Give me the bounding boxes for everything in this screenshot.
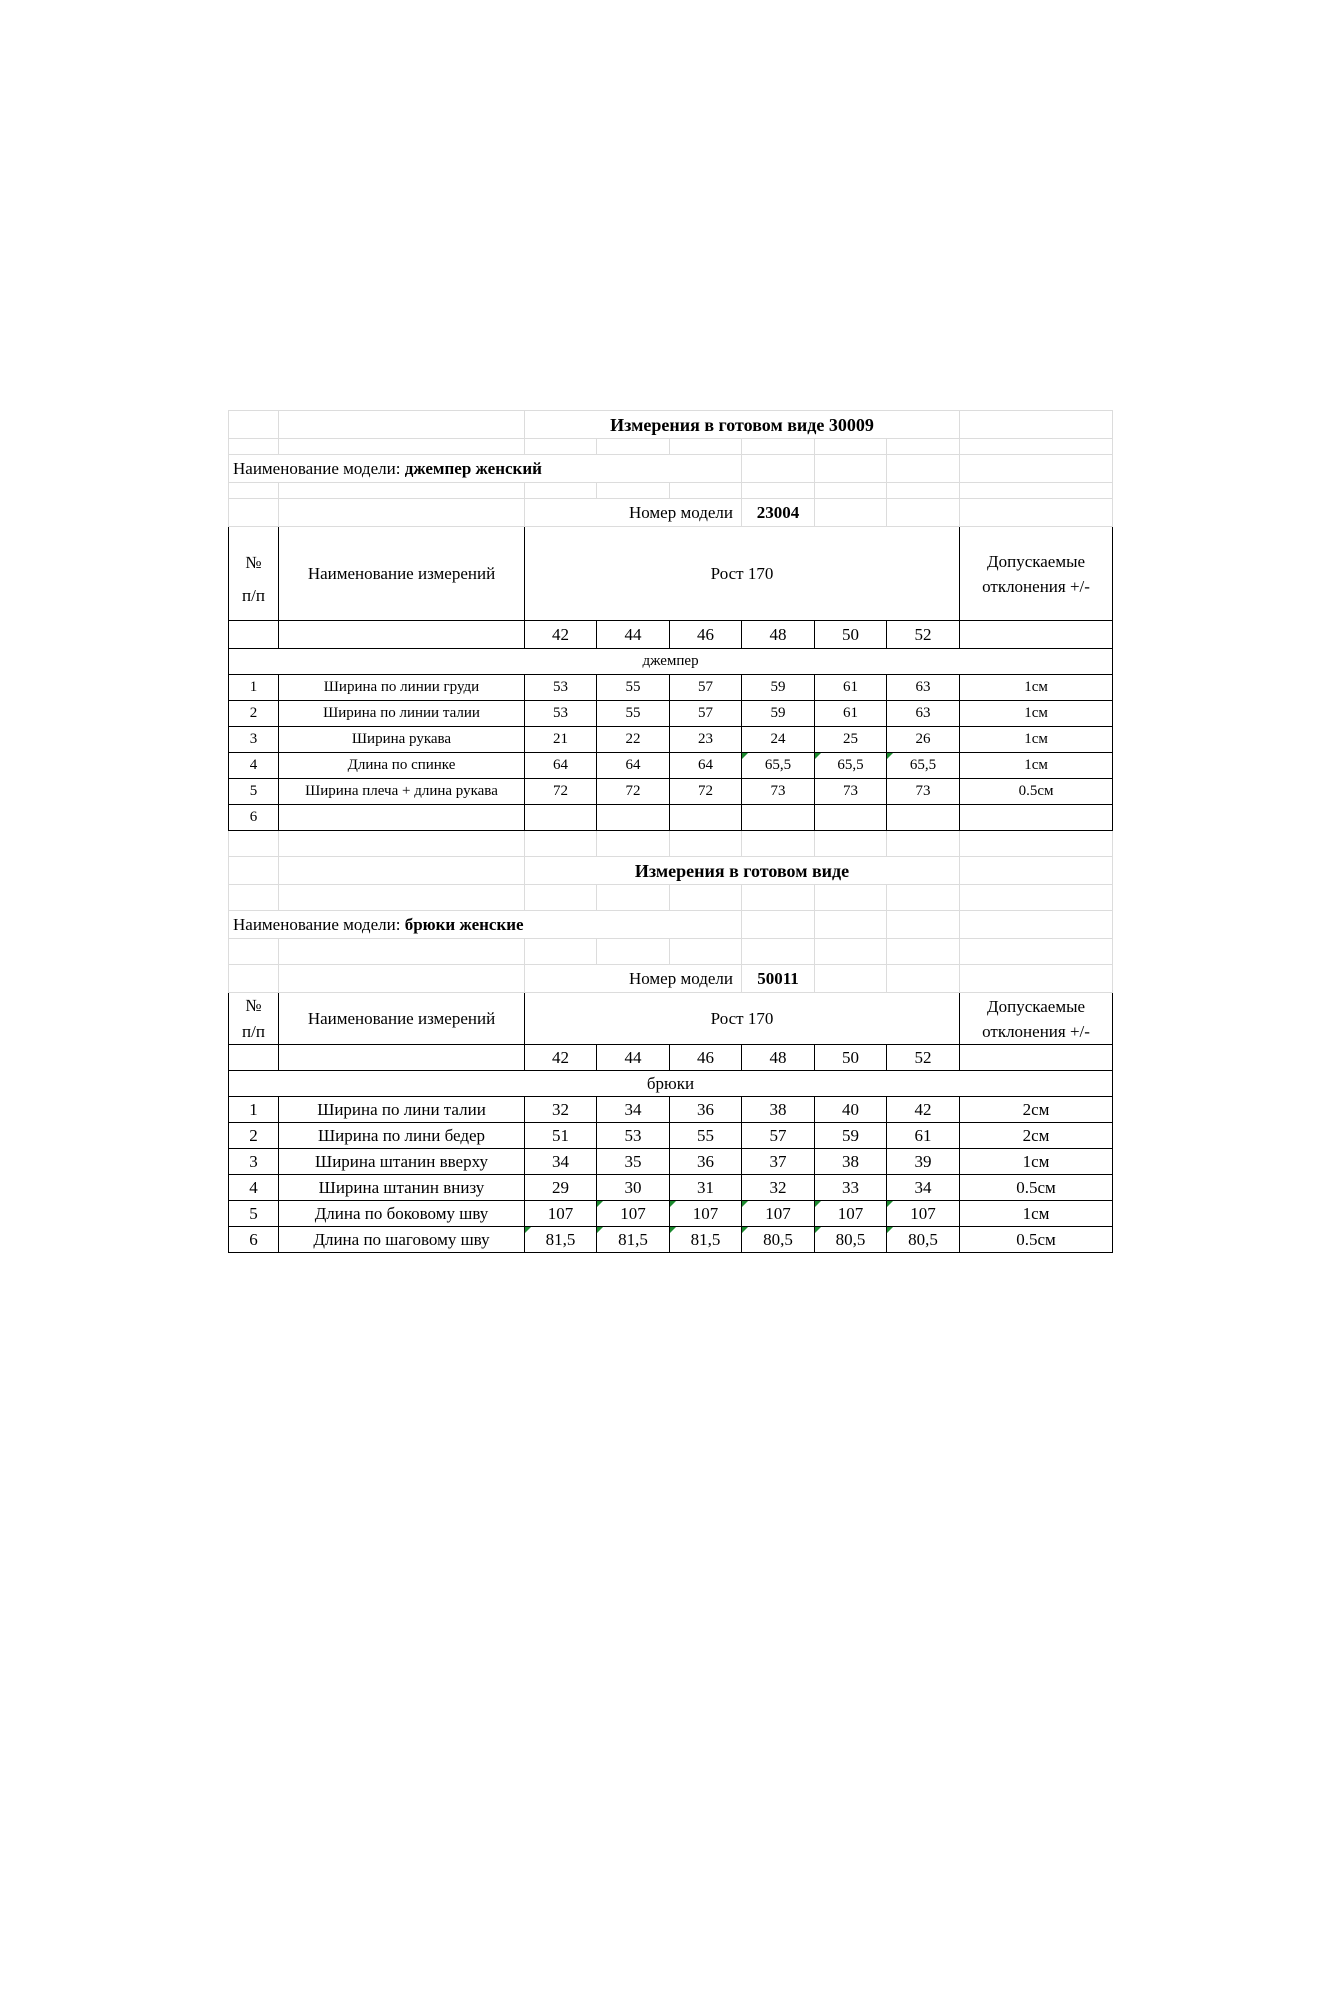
sheet2-size: 42	[525, 1045, 597, 1071]
table-row: 4 Ширина штанин внизу 29 30 31 32 33 34 0.5см	[229, 1175, 1113, 1201]
sheet2-size: 46	[670, 1045, 742, 1071]
sheet1-title: Измерения в готовом виде 30009	[525, 411, 960, 439]
sheet2-model-number-label: Номер модели	[525, 965, 742, 993]
sheet2-name-header: Наименование измерений	[279, 993, 525, 1045]
table-row: 3 Ширина штанин вверху 34 35 36 37 38 39 1см	[229, 1149, 1113, 1175]
sheet2-size: 52	[887, 1045, 960, 1071]
sheet1-section: джемпер	[229, 649, 1113, 675]
sheet2-tolerance-header: Допускаемые отклонения +/-	[960, 993, 1113, 1045]
sheet2-size: 44	[597, 1045, 670, 1071]
sheet2-model-number: 50011	[742, 965, 815, 993]
sheet1-size: 42	[525, 621, 597, 649]
sheet2-section: брюки	[229, 1071, 1113, 1097]
table-row: 1 Ширина по лини талии 32 34 36 38 40 42 2см	[229, 1097, 1113, 1123]
measurements-table	[228, 410, 1113, 1253]
sheet1-size: 52	[887, 621, 960, 649]
sheet1-height-header: Рост 170	[525, 527, 960, 621]
table-row: 5 Длина по боковому шву 107 107 107 107 107 107 1см	[229, 1201, 1113, 1227]
table-row: 2 Ширина по линии талии 53 55 57 59 61 63 1см	[229, 701, 1113, 727]
sheet1-size: 48	[742, 621, 815, 649]
sheet1-tolerance-header: Допускаемые отклонения +/-	[960, 527, 1113, 621]
sheet2-title: Измерения в готовом виде	[525, 857, 960, 885]
sheet2-height-header: Рост 170	[525, 993, 960, 1045]
sheet1-num-header-sub: п/п	[229, 571, 279, 621]
sheet2-num-header: №	[229, 993, 279, 1019]
sheet1-model-number: 23004	[742, 499, 815, 527]
sheet1-name-header: Наименование измерений	[279, 527, 525, 621]
sheet2-size: 48	[742, 1045, 815, 1071]
sheet1-num-header: №	[229, 527, 279, 571]
sheet1-size: 46	[670, 621, 742, 649]
sheet2-num-header-sub: п/п	[229, 1019, 279, 1045]
table-row: 3 Ширина рукава 21 22 23 24 25 26 1см	[229, 727, 1113, 753]
table-row: 1 Ширина по линии груди 53 55 57 59 61 63 1см	[229, 675, 1113, 701]
table-row: 6	[229, 805, 1113, 831]
table-row: 6 Длина по шаговому шву 81,5 81,5 81,5 80,5 80,5 80,5 0.5см	[229, 1227, 1113, 1253]
sheet2-size: 50	[815, 1045, 887, 1071]
sheet1-size: 50	[815, 621, 887, 649]
table-row: 5 Ширина плеча + длина рукава 72 72 72 73 73 73 0.5см	[229, 779, 1113, 805]
sheet1-model-number-label: Номер модели	[525, 499, 742, 527]
table-row: 2 Ширина по лини бедер 51 53 55 57 59 61 2см	[229, 1123, 1113, 1149]
table-row: 4 Длина по спинке 64 64 64 65,5 65,5 65,5 1см	[229, 753, 1113, 779]
sheet2-model-name: Наименование модели: брюки женские	[229, 911, 742, 939]
sheet1-model-name: Наименование модели: джемпер женский	[229, 455, 742, 483]
sheet1-size: 44	[597, 621, 670, 649]
size-chart-sheet	[228, 410, 1112, 1253]
